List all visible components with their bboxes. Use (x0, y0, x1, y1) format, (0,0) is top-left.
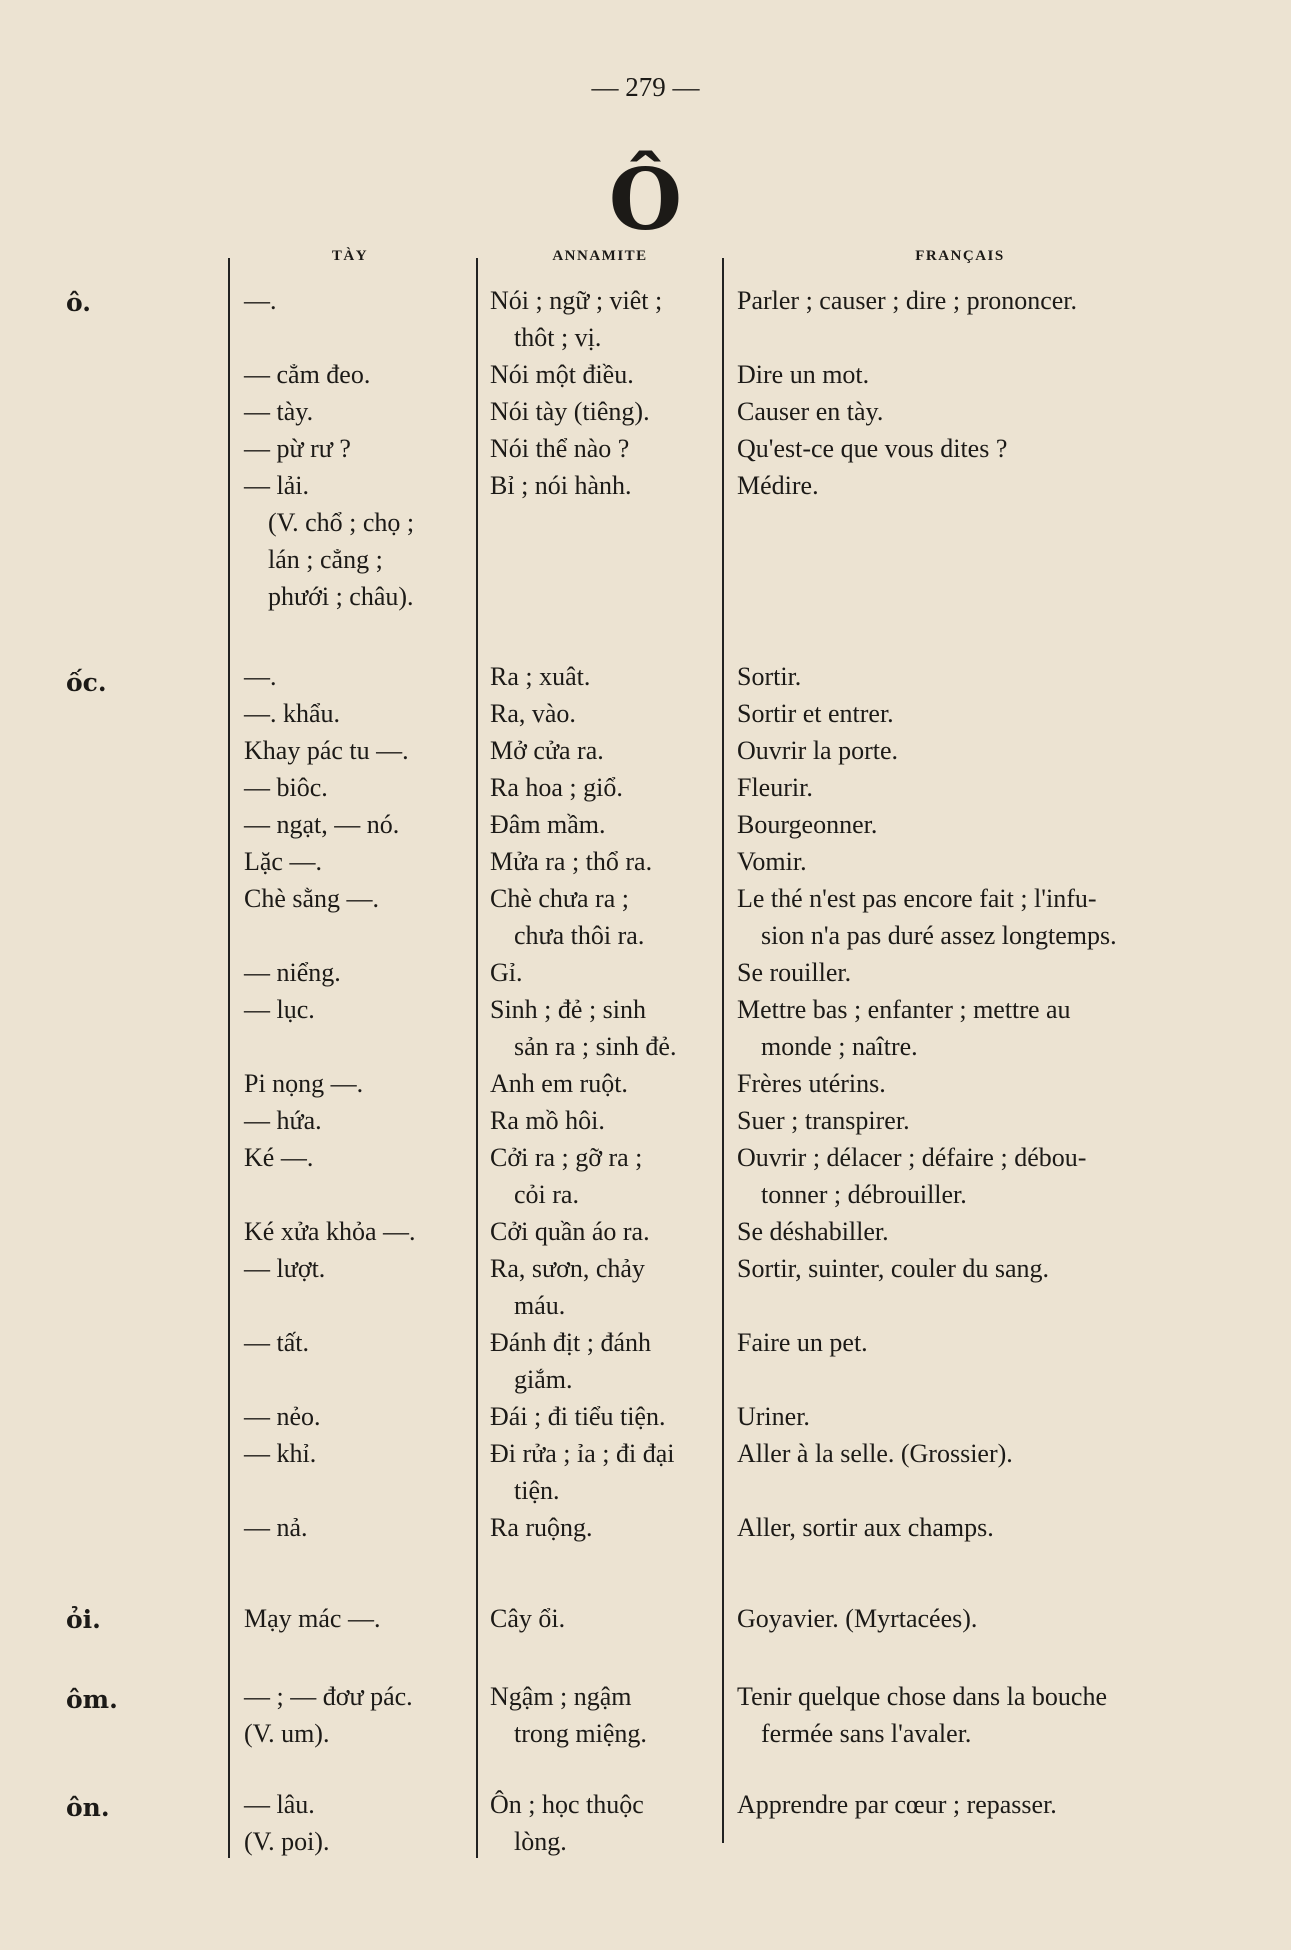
column-rule-right (722, 258, 724, 1843)
annamite-text: Ra, vào. (490, 699, 576, 728)
francais-text: Ouvrir la porte. (737, 736, 899, 765)
annamite-text: Đi rửa ; ỉa ; đi đại (490, 1439, 675, 1468)
tay-text: Chè sằng —. (244, 884, 380, 913)
headword: ô. (66, 288, 91, 317)
annamite-text: Ra ; xuât. (490, 662, 591, 691)
tay-text: — khỉ. (244, 1439, 317, 1468)
annamite-text: Đái ; đi tiểu tiện. (490, 1402, 666, 1431)
francais-text: Goyavier. (Myrtacées). (737, 1604, 978, 1633)
annamite-text: Ra hoa ; giổ. (490, 773, 623, 802)
tay-text: (V. um). (244, 1719, 330, 1748)
column-header-francais: FRANÇAIS (915, 248, 1005, 264)
annamite-text: Ngậm ; ngậm (490, 1682, 632, 1711)
column-rule-middle (476, 258, 478, 1858)
francais-text: Parler ; causer ; dire ; prononcer. (737, 286, 1078, 315)
francais-text: Mettre bas ; enfanter ; mettre au (737, 995, 1071, 1024)
annamite-text: Ra mồ hôi. (490, 1106, 605, 1135)
annamite-text: Bỉ ; nói hành. (490, 471, 632, 500)
headword: ỏi. (66, 1605, 101, 1634)
tay-text: — pừ rư ? (244, 434, 351, 463)
tay-text: (V. chổ ; chọ ; (268, 508, 415, 537)
annamite-text: Ra ruộng. (490, 1513, 593, 1542)
francais-text: Aller à la selle. (Grossier). (737, 1439, 1013, 1468)
page-number: — 279 — (591, 72, 700, 102)
francais-text: Sortir, suinter, couler du sang. (737, 1254, 1050, 1283)
annamite-text: Đâm mầm. (490, 810, 606, 839)
francais-text: Dire un mot. (737, 360, 870, 389)
tay-text: Khay pác tu —. (244, 736, 409, 765)
francais-text: Ouvrir ; délacer ; défaire ; débou- (737, 1143, 1087, 1172)
headword: ôn. (66, 1793, 110, 1822)
francais-text: Qu'est-ce que vous dites ? (737, 434, 1008, 463)
tay-text: — tày. (244, 397, 314, 426)
tay-text: — lải. (244, 471, 309, 500)
tay-text: — hứa. (244, 1106, 322, 1135)
tay-text: — ngạt, — nó. (244, 810, 400, 839)
francais-text: Le thé n'est pas encore fait ; l'infu- (737, 884, 1097, 913)
francais-text: Bourgeonner. (737, 810, 878, 839)
tay-text: — cẳm đeo. (244, 360, 371, 389)
tay-text: —. khẩu. (244, 699, 341, 728)
section-letter: Ô (608, 150, 683, 249)
annamite-text: Chè chưa ra ; (490, 884, 629, 913)
annamite-text: lòng. (514, 1827, 567, 1856)
annamite-text: Nói tày (tiêng). (490, 397, 650, 426)
annamite-text: Mở cửa ra. (490, 736, 604, 765)
annamite-text: cỏi ra. (514, 1180, 579, 1209)
francais-text: Tenir quelque chose dans la bouche (737, 1682, 1107, 1711)
francais-text: Se déshabiller. (737, 1217, 889, 1246)
annamite-text: Nói ; ngữ ; viêt ; (490, 286, 663, 315)
annamite-text: Nói thể nào ? (490, 434, 630, 463)
headword: ôm. (66, 1685, 118, 1714)
tay-text: — tất. (244, 1328, 309, 1357)
tay-text: phưới ; châu). (268, 582, 414, 611)
headword: ốc. (66, 668, 107, 697)
francais-text: Apprendre par cœur ; repasser. (737, 1790, 1057, 1819)
annamite-text: Gỉ. (490, 958, 523, 987)
tay-text: lán ; cẳng ; (268, 545, 383, 574)
tay-text: — nẻo. (244, 1402, 321, 1431)
annamite-text: Ra, sươn, chảy (490, 1254, 645, 1283)
tay-text: Ké xửa khỏa —. (244, 1217, 416, 1246)
tay-text: Lặc —. (244, 847, 322, 876)
annamite-text: Nói một điều. (490, 360, 634, 389)
annamite-text: máu. (514, 1291, 566, 1320)
column-rule-left (228, 258, 230, 1858)
tay-text: — lâu. (244, 1790, 315, 1819)
francais-text: monde ; naître. (761, 1032, 918, 1061)
annamite-text: Cởi ra ; gỡ ra ; (490, 1143, 643, 1172)
tay-text: Pi nọng —. (244, 1069, 364, 1098)
francais-text: Causer en tày. (737, 397, 884, 426)
francais-text: Sortir et entrer. (737, 699, 894, 728)
column-header-tay: TÀY (331, 248, 369, 264)
tay-text: Ké —. (244, 1143, 314, 1172)
column-header-annamite: ANNAMITE (552, 248, 648, 264)
francais-text: tonner ; débrouiller. (761, 1180, 967, 1209)
annamite-text: trong miệng. (514, 1719, 647, 1748)
tay-text: — lượt. (244, 1254, 326, 1283)
tay-text: —. (244, 286, 277, 315)
annamite-text: chưa thôi ra. (514, 921, 645, 950)
annamite-text: Cây ổi. (490, 1604, 566, 1633)
annamite-text: sản ra ; sinh đẻ. (514, 1032, 677, 1061)
tay-text: —. (244, 662, 277, 691)
annamite-text: Mửa ra ; thổ ra. (490, 847, 653, 876)
annamite-text: Đánh địt ; đánh (490, 1328, 652, 1357)
tay-text: — lục. (244, 995, 315, 1024)
annamite-text: giắm. (514, 1365, 573, 1394)
francais-text: Faire un pet. (737, 1328, 868, 1357)
francais-text: Se rouiller. (737, 958, 852, 987)
francais-text: Frères utérins. (737, 1069, 886, 1098)
francais-text: Aller, sortir aux champs. (737, 1513, 994, 1542)
francais-text: Uriner. (737, 1402, 810, 1431)
annamite-text: Ôn ; học thuộc (490, 1790, 644, 1819)
tay-text: Mạy mác —. (244, 1604, 381, 1633)
francais-text: Médire. (737, 471, 819, 500)
tay-text: — ; — đơư pác. (244, 1682, 413, 1711)
tay-text: — niểng. (244, 958, 341, 987)
francais-text: Fleurir. (737, 773, 813, 802)
annamite-text: Cởi quần áo ra. (490, 1217, 650, 1246)
francais-text: Sortir. (737, 662, 802, 691)
francais-text: Suer ; transpirer. (737, 1106, 910, 1135)
annamite-text: thôt ; vị. (514, 323, 602, 352)
tay-text: — nả. (244, 1513, 308, 1542)
francais-text: fermée sans l'avaler. (761, 1719, 972, 1748)
annamite-text: tiện. (514, 1476, 560, 1505)
tay-text: — biôc. (244, 773, 328, 802)
francais-text: Vomir. (737, 847, 807, 876)
annamite-text: Anh em ruột. (490, 1069, 628, 1098)
francais-text: sion n'a pas duré assez longtemps. (761, 921, 1117, 950)
tay-text: (V. poi). (244, 1827, 330, 1856)
annamite-text: Sinh ; đẻ ; sinh (490, 995, 647, 1024)
